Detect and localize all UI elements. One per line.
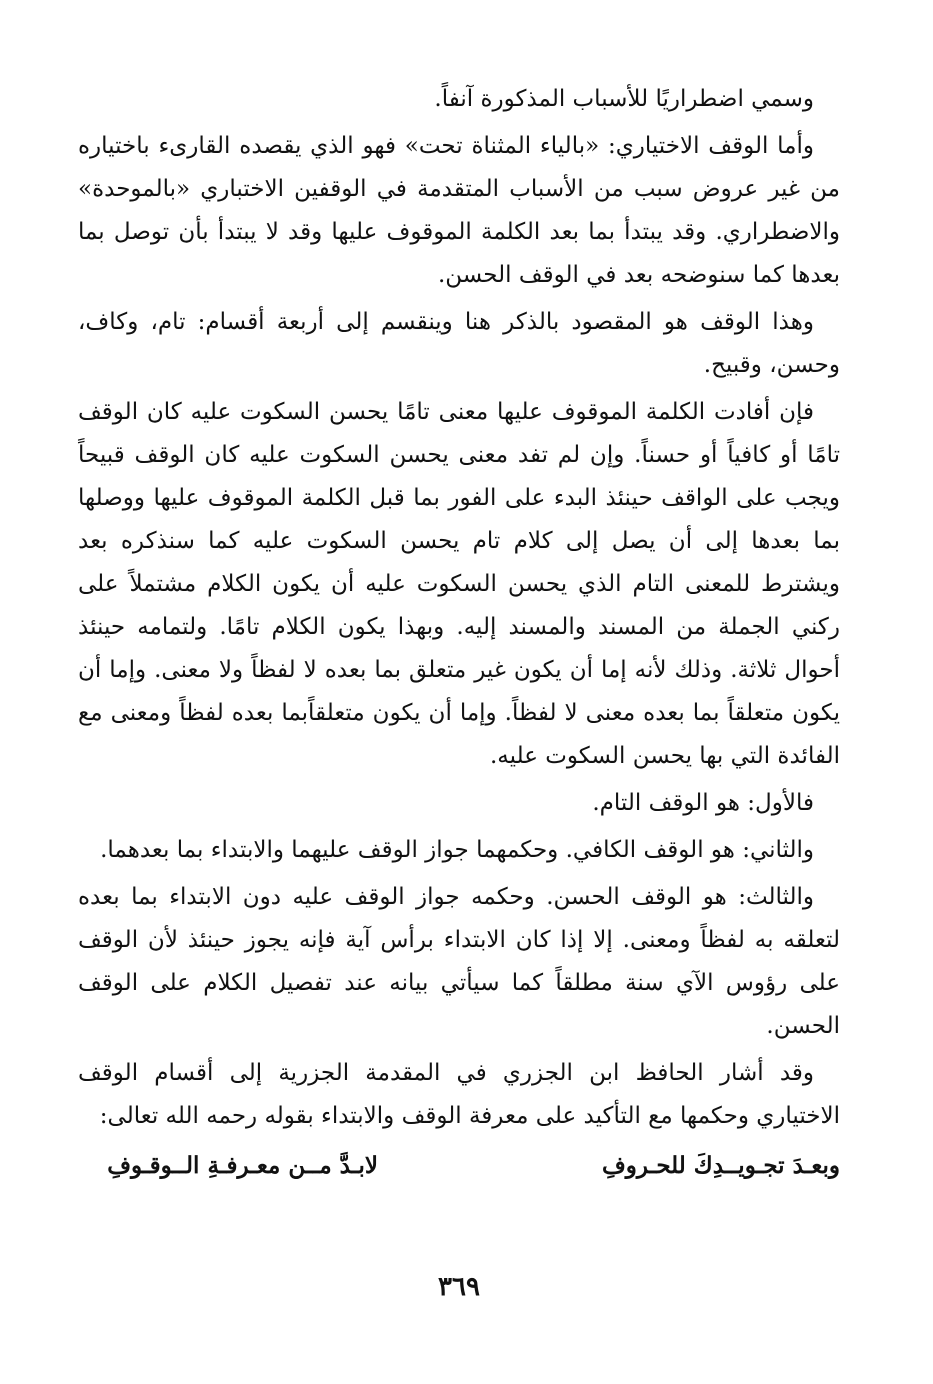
paragraph: والثالث: هو الوقف الحسن. وحكمه جواز الوقف عليه دون الابتداء بما بعده لتعلقه به لفظاً ومعنى. إلا إذا كان الابتداء برأس آية فإنه يجوز حينئذ لأن الوقف على رؤوس الآي سنة مطلقاً كما سيأتي بيانه عند تفصيل الكلام على الوقف الحسن.: [78, 884, 840, 1039]
paragraph: وقد أشار الحافظ ابن الجزري في المقدمة الجزرية إلى أقسام الوقف الاختياري وحكمها مع التأكيد على معرفة الوقف والابتداء بقوله رحمه الله تعالى:: [78, 1060, 840, 1129]
paragraph: وأما الوقف الاختياري: «بالياء المثناة تحت» فهو الذي يقصده القارىء باختياره من غير عروض سبب من الأسباب المتقدمة في الوقفين الاختباري «بالموحدة» والاضطراري. وقد يبتدأ بما بعد الكلمة الموقوف عليها وقد لا يبتدأ بأن توصل بما بعدها كما سنوضحه بعد في الوقف الحسن.: [78, 133, 840, 288]
paragraph: وهذا الوقف هو المقصود بالذكر هنا وينقسم إلى أربعة أقسام: تام، وكاف، وحسن، وقبيح.: [78, 309, 840, 378]
verse-second-hemistich: لابـدَّ مــن معـرفـةِ الــوقـوفِ: [107, 1152, 378, 1179]
book-page: [78, 78, 840, 1328]
paragraph: فالأول: هو الوقف التام.: [592, 790, 814, 816]
poetry-verse: [78, 1142, 840, 1190]
paragraph: فإن أفادت الكلمة الموقوف عليها معنى تامًا يحسن السكوت عليه كان الوقف تامًا أو كافياً أو حسناً. وإن لم تفد معنى يحسن السكوت عليه كان الوقف قبيحاً ويجب على الواقف حينئذ البدء على الفور بما قبل الكلمة الموقوف عليها ووصلها بما بعدها إلى أن يصل إلى كلام تام يحسن السكوت عليه كما سنذكره بعد ويشترط للمعنى التام الذي يحسن السكوت عليه أن يكون الكلام مشتملاً على ركني الجملة من المسند والمسند إليه. وبهذا يكون الكلام تامًا. ولتمامه حينئذ أحوال ثلاثة. وذلك لأنه إما أن يكون غير متعلق بما بعده لا لفظاً ولا معنى. وإما أن يكون متعلقاً بما بعده معنى لا لفظاً. وإما أن يكون متعلقاًبما بعده لفظاً ومعنى مع الفائدة التي بها يحسن السكوت عليه.: [78, 399, 841, 769]
body-text: [78, 78, 840, 1138]
paragraph: وسمي اضطراريًا للأسباب المذكورة آنفاً.: [434, 86, 814, 112]
page-number: ٣٦٩: [438, 1272, 480, 1302]
verse-first-hemistich: وبعـدَ تجـويــدِكَ للحـروفِ: [601, 1152, 840, 1179]
paragraph: والثاني: هو الوقف الكافي. وحكمهما جواز الوقف عليهما والابتداء بما بعدهما.: [100, 837, 814, 863]
